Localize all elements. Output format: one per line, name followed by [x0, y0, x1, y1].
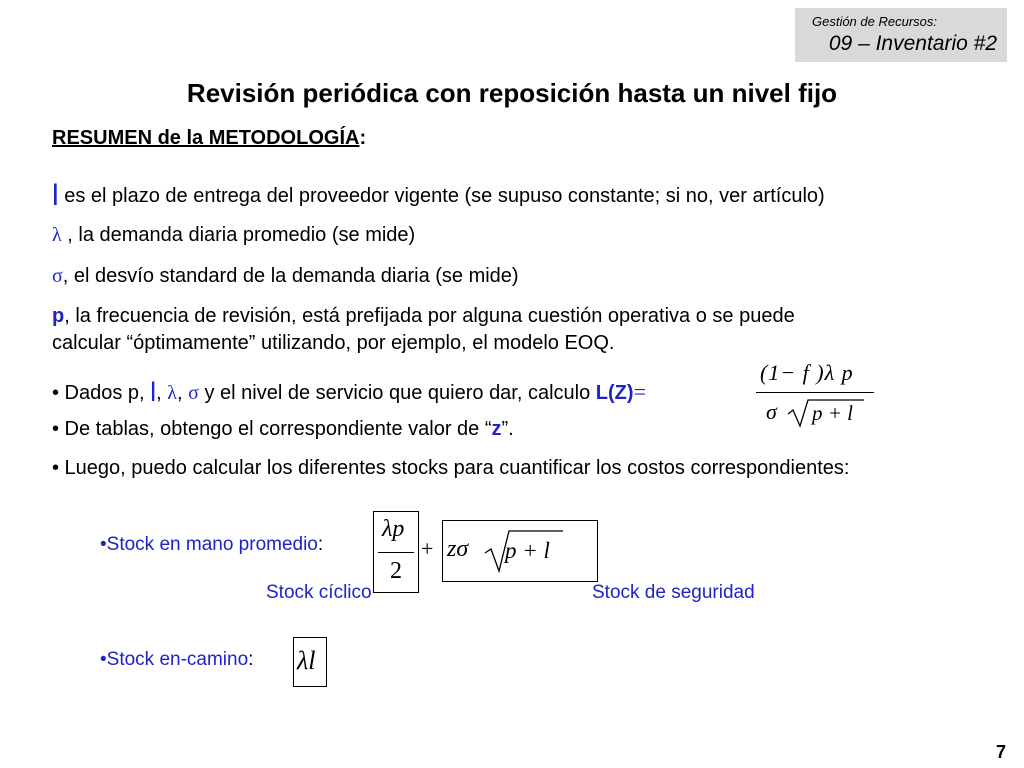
- lz-numerator: (1− f )λ p: [760, 360, 854, 385]
- transit-formula: λl: [297, 646, 316, 675]
- b2-pre: • De tablas, obtengo el correspondiente valor de “: [52, 418, 492, 440]
- l-text: es el plazo de entrega del proveedor vigente (se supuso constante; si no, ver artículo): [64, 185, 825, 207]
- stock-mano-text: •Stock en mano promedio: [100, 534, 318, 555]
- definition-p: [52, 305, 795, 328]
- transit-formula-box: [293, 637, 327, 687]
- header-tag: [795, 8, 1007, 62]
- definition-p-cont: calcular “óptimamente” utilizando, por ejemplo, el modelo EOQ.: [52, 332, 615, 354]
- cyclic-formula-box: [373, 511, 419, 593]
- z-sigma: zσ: [447, 536, 469, 562]
- stock-camino-text: •Stock en-camino: [100, 649, 249, 670]
- p-symbol: p: [52, 305, 65, 327]
- b1-sep2: ,: [177, 382, 189, 404]
- cyclic-den: 2: [390, 558, 402, 584]
- lz-equals: =: [633, 379, 646, 404]
- lambda-text: , la demanda diaria promedio (se mide): [67, 224, 416, 246]
- safety-formula-box: [442, 520, 598, 582]
- course-label: Gestión de Recursos:: [811, 14, 937, 29]
- page-number: 7: [995, 742, 1006, 762]
- b2-post: ”.: [501, 418, 514, 440]
- lz-label: L(Z): [595, 382, 634, 404]
- b1-sep1: ,: [156, 382, 168, 404]
- b1-lambda: λ: [167, 382, 177, 404]
- summary-colon: :: [359, 127, 367, 149]
- slide-title: Revisión periódica con reposición hasta un nivel fijo: [186, 78, 838, 108]
- lambda-symbol: λ: [52, 224, 62, 246]
- b1-sigma: σ: [188, 382, 199, 404]
- l-symbol: l: [52, 179, 59, 212]
- safety-rad: p + l: [505, 538, 550, 563]
- summary-heading-text: RESUMEN de la METODOLOGÍA: [52, 127, 360, 149]
- b1-pre: • Dados p,: [52, 382, 151, 404]
- summary-heading: [52, 127, 366, 150]
- bullet-stocks: • Luego, puedo calcular los diferentes stocks para cuantificar los costos correspondientes:: [52, 457, 850, 479]
- definition-lambda: [52, 224, 415, 247]
- b1-post: y el nivel de servicio que quiero dar, calculo: [198, 382, 596, 404]
- sigma-text: , el desvío standard de la demanda diaria (se mide): [62, 265, 519, 287]
- cyclic-num: λp: [382, 516, 405, 542]
- stock-mano-colon: :: [317, 534, 324, 555]
- b1-l-symbol: l: [150, 377, 157, 407]
- lz-fraction-bar: [756, 392, 874, 393]
- b2-z: z: [491, 418, 502, 440]
- cyclic-fraction-bar: [378, 552, 414, 553]
- plus-sign: +: [421, 536, 434, 561]
- stock-mano-label: [100, 534, 323, 556]
- cyclic-stock-label: Stock cíclico: [266, 582, 372, 603]
- lecture-label: 09 – Inventario #2: [828, 32, 997, 55]
- sigma-symbol: σ: [52, 265, 63, 287]
- bullet-tables: [52, 418, 514, 441]
- lz-den-sigma: σ: [766, 399, 777, 424]
- stock-camino-label: [100, 649, 253, 671]
- definition-sigma: [52, 265, 519, 288]
- stock-camino-colon: :: [248, 649, 254, 670]
- bullet-given: [52, 375, 646, 406]
- p-text: , la frecuencia de revisión, está prefijada por alguna cuestión operativa o se puede: [64, 305, 795, 327]
- safety-stock-label: Stock de seguridad: [592, 582, 755, 603]
- definition-l: [52, 176, 825, 210]
- lz-den-rad: p + l: [812, 401, 854, 425]
